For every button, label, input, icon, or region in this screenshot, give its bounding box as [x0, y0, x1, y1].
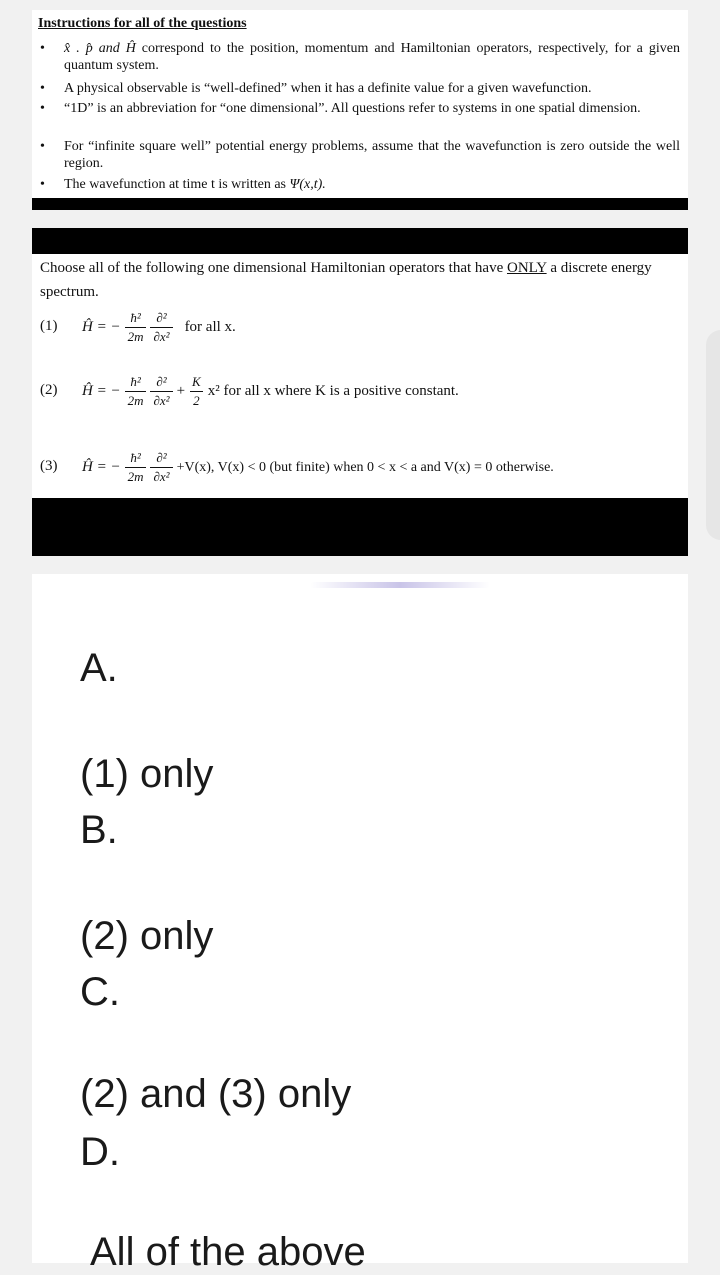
frac-top: ħ² [130, 310, 141, 325]
item-condition: +V(x), V(x) < 0 (but finite) when 0 < x < a and V(x) = 0 otherwise. [176, 459, 554, 475]
frac-bottom: 2m [125, 391, 147, 409]
option-a-text[interactable]: (1) only [80, 752, 214, 796]
plus-sign: + [176, 383, 186, 399]
bullet-text: A physical observable is “well-defined” when it has a definite value for a given wavefunction. [64, 81, 592, 96]
bullet-dot: • [40, 139, 45, 154]
operator-lhs: Ĥ = − [82, 459, 121, 475]
frac-bottom: 2m [125, 327, 147, 345]
bullet-text: correspond to the position, momentum and Hamiltonian operators, respectively, for a given quantum system. [64, 41, 680, 73]
option-d-letter[interactable]: D. [80, 1130, 120, 1174]
redaction-bar [32, 498, 688, 556]
option-b-letter[interactable]: B. [80, 808, 118, 852]
instruction-bullet [38, 40, 680, 74]
bullet-text: “1D” is an abbreviation for “one dimensional”. All questions refer to systems in one spatial dimension. [64, 101, 641, 116]
instruction-bullet [38, 138, 680, 172]
frac-bottom: ∂x² [150, 327, 172, 345]
option-d-text[interactable]: All of the above [90, 1230, 366, 1274]
frac-bottom: ∂x² [150, 391, 172, 409]
item-condition: for all x. [184, 319, 236, 335]
operators-math: x̂ . p̂ and Ĥ [64, 41, 136, 56]
item-condition: x² for all x where K is a positive constant. [207, 383, 459, 399]
scroll-edge-handle [706, 330, 720, 540]
question-prompt [40, 256, 688, 304]
frac-top: ħ² [130, 450, 141, 465]
bullet-dot: • [40, 177, 45, 192]
frac-top: ħ² [130, 374, 141, 389]
frac-top: K [192, 374, 201, 389]
bullet-text: The wavefunction at time t is written as [64, 177, 286, 192]
prompt-text: Choose all of the following one dimensional Hamiltonian operators that have [40, 260, 507, 276]
option-c-text[interactable]: (2) and (3) only [80, 1072, 352, 1116]
operator-lhs: Ĥ = − [82, 383, 121, 399]
frac-top: ∂² [156, 450, 167, 465]
item-number: (3) [40, 458, 58, 474]
instructions-title: Instructions for all of the questions [38, 16, 247, 31]
bullet-dot: • [40, 41, 45, 56]
frac-top: ∂² [156, 310, 167, 325]
option-a-letter[interactable]: A. [80, 646, 118, 690]
bullet-dot: • [40, 81, 45, 96]
instructions-panel [32, 10, 688, 198]
operator-lhs: Ĥ = − [82, 319, 121, 335]
divider-bar [32, 198, 688, 210]
question-panel [32, 254, 688, 498]
frac-bottom: ∂x² [150, 467, 172, 485]
item-number: (2) [40, 382, 58, 398]
wavefunction-math: Ψ(x,t). [289, 177, 326, 192]
option-c-letter[interactable]: C. [80, 970, 120, 1014]
decorative-glow [310, 582, 490, 588]
prompt-text: a discrete energy spectrum. [40, 260, 652, 300]
bullet-dot: • [40, 101, 45, 116]
bullet-text: For “infinite square well” potential energy problems, assume that the wavefunction is zero outside the well region. [64, 139, 680, 171]
option-b-text[interactable]: (2) only [80, 914, 214, 958]
divider-bar [32, 228, 688, 254]
instruction-bullet [38, 80, 680, 97]
item-number: (1) [40, 318, 58, 334]
answer-options-panel [32, 574, 688, 1274]
frac-bottom: 2 [190, 391, 203, 409]
prompt-emphasis: ONLY [506, 260, 547, 276]
frac-top: ∂² [156, 374, 167, 389]
instruction-bullet [38, 100, 680, 117]
instruction-bullet [38, 176, 680, 193]
frac-bottom: 2m [125, 467, 147, 485]
